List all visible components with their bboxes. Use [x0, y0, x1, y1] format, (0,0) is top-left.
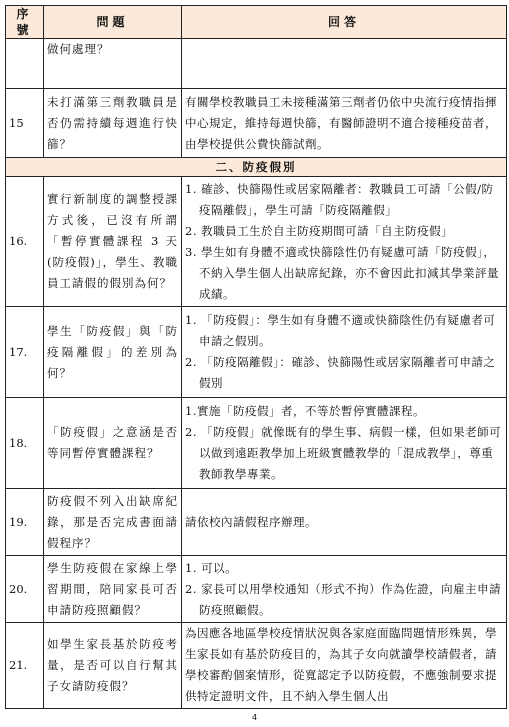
answer-item: 1. 「防疫假」：學生如有身體不適或快篩陰性仍有疑慮者可申請之假別。: [185, 313, 496, 348]
row-answer: 請依校內請假程序辦理。: [182, 489, 507, 556]
answer-item: 2. 「防疫隔離假」：確診、快篩陽性或居家隔離者可申請之假別: [185, 355, 496, 390]
row-question: 未打滿第三劑教職員是否仍需持續每週進行快篩？: [44, 89, 182, 158]
row-number: 20.: [6, 556, 44, 623]
page-number: 4: [251, 713, 258, 722]
row-question: 學生「防疫假」與「防疫隔離假」的差別為何？: [44, 307, 182, 398]
section-heading: 二、防疫假別: [6, 158, 507, 177]
row-question: 實行新制度的調整授課方式後，已沒有所謂「暫停實體課程 3 天(防疫假)」，學生、教職員工請假的假別為何？: [44, 177, 182, 307]
row-number: 17.: [6, 307, 44, 398]
row-question: 防疫假不列入出缺席紀錄，那是否完成書面請假程序？: [44, 489, 182, 556]
row-answer: [182, 177, 507, 307]
answer-item: 1. 可以。: [185, 560, 238, 575]
section-heading-row: [6, 158, 507, 177]
answer-item: 2. 家長可以用學校通知（形式不拘）作為佐證，向雇主申請防疫照顧假。: [185, 581, 502, 617]
row-question: 學生防疫假在家線上學習期間，陪同家長可否申請防疫照顧假？: [44, 556, 182, 623]
header-answer: 回答: [182, 6, 507, 39]
row-answer: [182, 556, 507, 623]
table-row: [6, 177, 507, 307]
row-number: [6, 39, 44, 89]
table-row: [6, 39, 507, 89]
row-number: 18.: [6, 398, 44, 489]
row-answer: 有關學校教職員工未接種滿第三劑者仍依中央流行疫情指揮中心規定，維持每週快篩，有醫師證明不適合接種疫苗者，由學校提供公費快篩試劑。: [182, 89, 507, 158]
table-row: [6, 89, 507, 158]
answer-item: 2. 教職員工生於自主防疫期間可請「自主防疫假」: [185, 223, 454, 238]
header-question: 問題: [44, 6, 182, 39]
table-row: [6, 307, 507, 398]
row-question: 如學生家長基於防疫考量，是否可以自行幫其子女請防疫假？: [44, 623, 182, 709]
row-number: 21.: [6, 623, 44, 709]
table-row: [6, 398, 507, 489]
row-number: 15: [6, 89, 44, 158]
row-answer: [182, 307, 507, 398]
row-number: 19.: [6, 489, 44, 556]
table-row: [6, 489, 507, 556]
row-question: 「防疫假」之意涵是否等同暫停實體課程？: [44, 398, 182, 489]
row-answer: [182, 39, 507, 89]
row-question: 做何處理？: [44, 39, 182, 89]
row-answer: [182, 398, 507, 489]
answer-item: 2. 「防疫假」就像既有的學生事、病假一樣，但如果老師可以做到遠距教學加上班級實體教學的「混成教學」，尊重教師教學專業。: [185, 425, 502, 481]
row-answer: 為因應各地區學校疫情狀況與各家庭面臨問題情形殊異，學生家長如有基於防疫目的，為其子女向就讀學校請假者，請學校審酌個案情形，從寬認定予以防疫假，不應強制要求提供特定證明文件，且不納入學生個人出: [182, 623, 507, 709]
header-number: 序號: [6, 6, 44, 39]
answer-item: 1.實施「防疫假」者，不等於暫停實體課程。: [185, 404, 425, 418]
answer-item: 3. 學生如有身體不適或快篩陰性仍有疑慮可請「防疫假」，不納入學生個人出缺席紀錄，亦不會因此扣減其學業評量成績。: [185, 244, 499, 301]
row-number: 16.: [6, 177, 44, 307]
faq-table: [5, 5, 507, 709]
answer-item: 1. 確診、快篩陽性或居家隔離者：教職員工可請「公假/防疫隔離假」，學生可請「防疫隔離假」: [185, 181, 494, 217]
table-header-row: [6, 6, 507, 39]
table-row: [6, 556, 507, 623]
table-row: [6, 623, 507, 709]
